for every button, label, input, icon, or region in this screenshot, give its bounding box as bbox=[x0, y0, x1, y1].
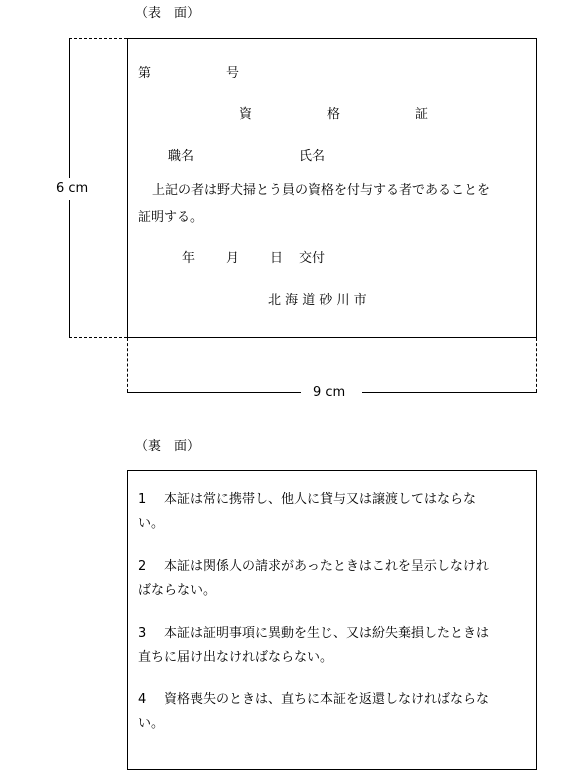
width-label: 9 cm bbox=[313, 385, 346, 400]
rule-text: 本証は関係人の請求があったときはこれを呈示しなけれ bbox=[164, 559, 489, 574]
shokumei-label: 職名 bbox=[168, 149, 195, 164]
date-kofu: 交付 bbox=[299, 251, 326, 266]
rule-text: 本証は常に携帯し、他人に貸与又は譲渡してはならな bbox=[164, 492, 477, 507]
card-title-char-1: 資 bbox=[239, 107, 253, 122]
rule-text: 資格喪失のときは、直ちに本証を返還しなければならな bbox=[164, 692, 490, 707]
width-line-left bbox=[127, 392, 301, 393]
statement-line-1: 上記の者は野犬掃とう員の資格を付与する者であることを bbox=[152, 183, 491, 198]
rule-item-3 bbox=[138, 622, 534, 670]
rule-text-cont: い。 bbox=[138, 716, 165, 731]
rule-number: 1 bbox=[138, 492, 147, 507]
rule-number: 2 bbox=[138, 559, 147, 574]
rule-item-4 bbox=[138, 688, 534, 736]
statement-line-2: 証明する。 bbox=[138, 210, 204, 225]
width-guide-left bbox=[127, 338, 128, 392]
rule-item-1 bbox=[138, 488, 534, 536]
rule-item-2 bbox=[138, 555, 534, 603]
width-guide-right bbox=[536, 338, 537, 392]
back-heading: （裏 面） bbox=[135, 439, 201, 454]
front-heading: （表 面） bbox=[135, 6, 201, 21]
rule-text: 本証は証明事項に異動を生じ、又は紛失棄損したときは bbox=[164, 626, 490, 641]
height-label: 6 cm bbox=[56, 181, 89, 196]
card-title-char-2: 格 bbox=[327, 107, 341, 122]
rule-text-cont: ばならない。 bbox=[138, 583, 217, 598]
number-go: 号 bbox=[226, 66, 240, 81]
rule-number: 3 bbox=[138, 626, 147, 641]
date-nichi: 日 bbox=[270, 251, 284, 266]
card-title-char-3: 証 bbox=[415, 107, 429, 122]
number-dai: 第 bbox=[138, 66, 152, 81]
rule-number: 4 bbox=[138, 692, 147, 707]
height-guide-top bbox=[69, 38, 127, 39]
height-line-upper bbox=[69, 38, 70, 178]
date-nen: 年 bbox=[182, 251, 196, 266]
height-line-lower bbox=[69, 200, 70, 337]
height-guide-bottom bbox=[69, 337, 127, 338]
shimei-label: 氏名 bbox=[299, 149, 326, 164]
date-gatsu: 月 bbox=[226, 251, 240, 266]
rule-text-cont: い。 bbox=[138, 516, 165, 531]
rule-text-cont: 直ちに届け出なければならない。 bbox=[138, 650, 334, 665]
width-line-right bbox=[362, 392, 537, 393]
issuer: 北 海 道 砂 川 市 bbox=[268, 293, 367, 308]
